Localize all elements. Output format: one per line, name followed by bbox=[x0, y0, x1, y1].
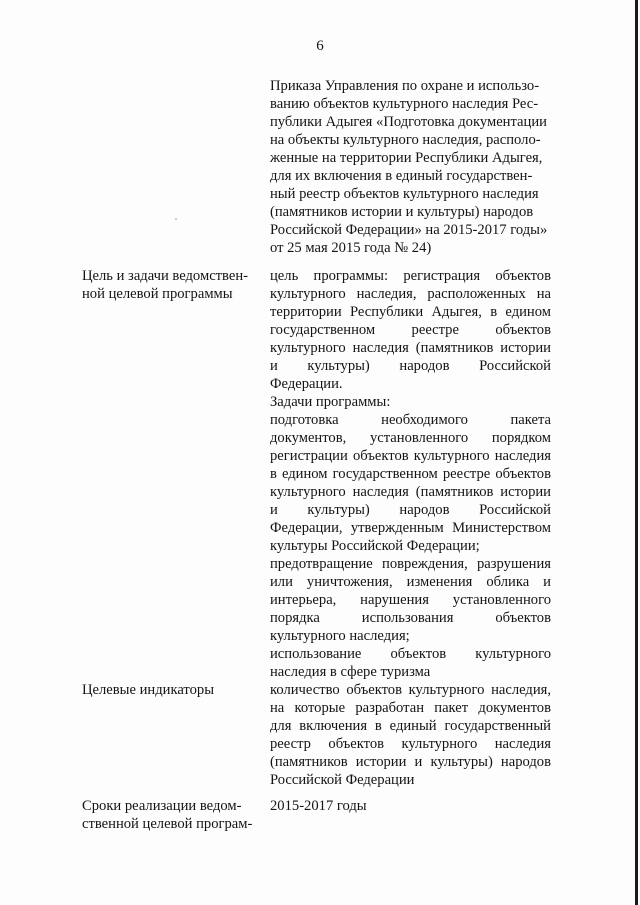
goals-row-content bbox=[270, 267, 551, 681]
label-line: ной целевой программы bbox=[82, 286, 233, 302]
text-line: (памятников истории и культуры) народов bbox=[270, 204, 534, 220]
text-line: Федерации. bbox=[270, 376, 343, 392]
program-source-paragraph bbox=[270, 77, 551, 257]
goals-row-label bbox=[82, 267, 264, 303]
text-line: использование объектов культурного bbox=[270, 646, 551, 662]
text-line: для включения в единый государственный bbox=[270, 718, 551, 734]
text-line: подготовка необходимого пакета bbox=[270, 412, 551, 428]
text-line: государственном реестре объектов bbox=[270, 322, 551, 338]
text-line: культурного наследия; bbox=[270, 628, 410, 644]
text-line: культурного наследия (памятников истории bbox=[270, 340, 551, 356]
scan-border bbox=[635, 0, 638, 905]
label-line: Целевые индикаторы bbox=[82, 682, 215, 698]
text-line: предотвращение повреждения, разрушения bbox=[270, 556, 551, 572]
text-line: культуры Российской Федерации; bbox=[270, 538, 480, 554]
text-line: для их включения в единый государствен- bbox=[270, 168, 533, 184]
text-line: интерьера, нарушения установленного bbox=[270, 592, 551, 608]
text-line: ный реестр объектов культурного наследия bbox=[270, 186, 539, 202]
text-line: и культуры) народов Российской bbox=[270, 502, 551, 518]
text-line: Приказа Управления по охране и использо- bbox=[270, 78, 540, 94]
text-line: 2015-2017 годы bbox=[270, 798, 367, 814]
period-row-label bbox=[82, 797, 264, 833]
text-line: публики Адыгея «Подготовка документации bbox=[270, 114, 547, 130]
text-line: документов, установленного порядком bbox=[270, 430, 551, 446]
text-line: регистрации объектов культурного наследия bbox=[270, 448, 551, 464]
label-line: Цель и задачи ведомствен- bbox=[82, 268, 248, 284]
text-line: на которые разработан пакет документов bbox=[270, 700, 551, 716]
indicators-row-label bbox=[82, 681, 264, 699]
text-line: ванию объектов культурного наследия Рес- bbox=[270, 96, 539, 112]
text-line: реестр объектов культурного наследия bbox=[270, 736, 551, 752]
text-line: порядка использования объектов bbox=[270, 610, 551, 626]
text-line: или уничтожения, изменения облика и bbox=[270, 574, 551, 590]
text-line: территории Республики Адыгея, в едином bbox=[270, 304, 551, 320]
scan-speck bbox=[175, 218, 177, 220]
label-line: Сроки реализации ведом- bbox=[82, 798, 242, 814]
indicators-row-content bbox=[270, 681, 551, 789]
text-line: Российской Федерации» на 2015-2017 годы» bbox=[270, 222, 548, 238]
text-line: наследия в сфере туризма bbox=[270, 664, 431, 680]
text-line: культурного наследия (памятников истории bbox=[270, 484, 551, 500]
text-line: в едином государственном реестре объектов bbox=[270, 466, 551, 482]
label-line: ственной целевой програм- bbox=[82, 816, 253, 832]
text-line: от 25 мая 2015 года № 24) bbox=[270, 240, 432, 256]
text-line: Федерации, утвержденным Министерством bbox=[270, 520, 551, 536]
text-line: женные на территории Республики Адыгея, bbox=[270, 150, 543, 166]
period-row-content bbox=[270, 797, 551, 815]
page-number: 6 bbox=[316, 38, 324, 54]
text-line: количество объектов культурного наследия, bbox=[270, 682, 551, 698]
text-line: на объекты культурного наследия, располо- bbox=[270, 132, 541, 148]
tasks-heading: Задачи программы: bbox=[270, 394, 391, 410]
text-line: Российской Федерации bbox=[270, 772, 415, 788]
text-line: и культуры) народов Российской bbox=[270, 358, 551, 374]
text-line: культурного наследия, расположенных на bbox=[270, 286, 551, 302]
text-line: цель программы: регистрация объектов bbox=[270, 268, 551, 284]
text-line: (памятников истории и культуры) народов bbox=[270, 754, 551, 770]
